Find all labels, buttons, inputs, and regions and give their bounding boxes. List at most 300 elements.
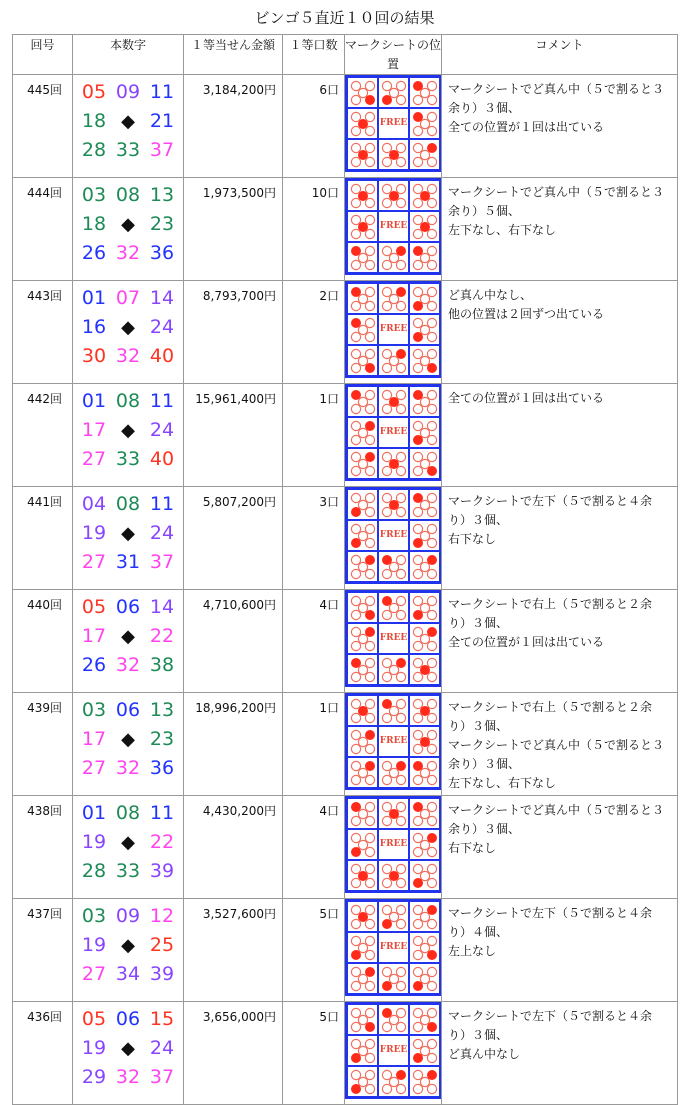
winning-number: 36 <box>149 242 175 264</box>
empty-circle <box>351 936 360 945</box>
mark-cell <box>378 551 409 582</box>
mark-cell <box>409 211 440 242</box>
winning-number: 33 <box>115 139 141 161</box>
mark-cell <box>378 695 409 726</box>
winning-number: 15 <box>149 1008 175 1030</box>
empty-circle <box>396 95 405 104</box>
empty-circle <box>382 569 391 578</box>
mark-pattern-icon <box>349 862 377 890</box>
empty-circle <box>420 1077 429 1086</box>
empty-circle <box>389 562 398 571</box>
numbers-cell <box>73 693 184 796</box>
empty-circle <box>351 878 360 887</box>
mark-cell <box>378 757 409 788</box>
mark-pattern-icon <box>411 697 439 725</box>
empty-circle <box>413 157 422 166</box>
marked-circle <box>382 981 392 991</box>
empty-circle <box>396 864 405 873</box>
winning-number: 24 <box>149 1037 175 1059</box>
mark-cell <box>409 489 440 520</box>
mark-cell <box>378 386 409 417</box>
center-diamond-icon: ◆ <box>121 317 135 338</box>
empty-circle <box>413 775 422 784</box>
mark-pattern-icon <box>349 1068 377 1096</box>
empty-circle <box>382 363 391 372</box>
empty-circle <box>427 610 436 619</box>
empty-circle <box>351 435 360 444</box>
empty-circle <box>413 466 422 475</box>
mark-cell <box>378 283 409 314</box>
winning-number: 19 <box>81 831 107 853</box>
header-row <box>13 35 678 75</box>
empty-circle <box>427 672 436 681</box>
winning-number: 37 <box>149 1066 175 1088</box>
empty-circle <box>382 713 391 722</box>
empty-circle <box>382 81 391 90</box>
mark-cell <box>409 242 440 273</box>
winning-number: 03 <box>81 699 107 721</box>
winning-number: 08 <box>115 390 141 412</box>
empty-circle <box>382 816 391 825</box>
winning-number: 09 <box>115 905 141 927</box>
empty-circle <box>396 802 405 811</box>
mark-pattern-icon <box>349 450 377 478</box>
empty-circle <box>358 634 367 643</box>
empty-circle <box>420 840 429 849</box>
mark-pattern-icon <box>411 491 439 519</box>
mark-pattern-icon <box>380 450 408 478</box>
empty-circle <box>427 301 436 310</box>
marked-circle <box>365 1022 375 1032</box>
empty-circle <box>413 260 422 269</box>
empty-circle <box>396 713 405 722</box>
free-cell: FREE <box>378 1035 409 1066</box>
empty-circle <box>382 260 391 269</box>
mark-cell <box>347 242 378 273</box>
mark-pattern-icon <box>411 553 439 581</box>
numbers-cell <box>73 796 184 899</box>
marksheet-grid <box>345 75 442 172</box>
empty-circle <box>365 126 374 135</box>
marked-circle <box>413 332 423 342</box>
mark-cell <box>347 386 378 417</box>
empty-circle <box>427 761 436 770</box>
empty-circle <box>365 864 374 873</box>
empty-circle <box>427 981 436 990</box>
empty-circle <box>427 157 436 166</box>
marksheet-cell <box>345 281 442 384</box>
free-cell: FREE <box>378 932 409 963</box>
empty-circle <box>413 936 422 945</box>
empty-circle <box>396 404 405 413</box>
mark-cell <box>378 860 409 891</box>
mark-pattern-icon <box>349 656 377 684</box>
marked-circle <box>427 1022 437 1032</box>
empty-circle <box>351 421 360 430</box>
mark-cell <box>347 448 378 479</box>
empty-circle <box>358 603 367 612</box>
empty-circle <box>365 81 374 90</box>
winning-number: 08 <box>115 184 141 206</box>
empty-circle <box>365 157 374 166</box>
empty-circle <box>351 672 360 681</box>
empty-circle <box>382 466 391 475</box>
prize-amount: 3,656,000円 <box>184 1002 283 1105</box>
empty-circle <box>351 143 360 152</box>
free-cell: FREE <box>378 417 409 448</box>
empty-circle <box>351 198 360 207</box>
winning-number: 32 <box>115 654 141 676</box>
empty-circle <box>413 816 422 825</box>
prize-amount: 18,996,200円 <box>184 693 283 796</box>
empty-circle <box>396 157 405 166</box>
mark-cell <box>378 592 409 623</box>
empty-circle <box>427 596 436 605</box>
prize-amount: 3,184,200円 <box>184 75 283 178</box>
header-winners: １等口数 <box>283 35 345 75</box>
mark-pattern-icon <box>349 316 377 344</box>
empty-circle <box>413 452 422 461</box>
empty-circle <box>358 943 367 952</box>
mark-pattern-icon <box>380 862 408 890</box>
empty-circle <box>358 253 367 262</box>
empty-circle <box>351 641 360 650</box>
mark-pattern-icon <box>411 759 439 787</box>
empty-circle <box>420 634 429 643</box>
empty-circle <box>413 641 422 650</box>
empty-circle <box>389 768 398 777</box>
mark-cell <box>409 623 440 654</box>
empty-circle <box>365 1070 374 1079</box>
winner-count: 4口 <box>283 590 345 693</box>
empty-circle <box>365 713 374 722</box>
comment: マークシートでど真ん中（５で割ると３ 余り）３個、 右下なし <box>442 796 678 899</box>
empty-circle <box>351 524 360 533</box>
empty-circle <box>351 627 360 636</box>
mark-cell <box>347 551 378 582</box>
empty-circle <box>427 95 436 104</box>
empty-circle <box>427 1053 436 1062</box>
empty-circle <box>427 967 436 976</box>
marksheet-cell <box>345 590 442 693</box>
empty-circle <box>365 143 374 152</box>
draw-number: 436回 <box>13 1002 73 1105</box>
empty-circle <box>351 730 360 739</box>
marked-circle <box>413 435 423 445</box>
empty-circle <box>365 301 374 310</box>
empty-circle <box>351 596 360 605</box>
empty-circle <box>351 833 360 842</box>
empty-circle <box>351 744 360 753</box>
winner-count: 2口 <box>283 281 345 384</box>
marksheet-grid <box>345 487 442 584</box>
winner-count: 5口 <box>283 899 345 1002</box>
winning-number: 38 <box>149 654 175 676</box>
empty-circle <box>413 672 422 681</box>
winning-number: 24 <box>149 316 175 338</box>
empty-circle <box>365 404 374 413</box>
marked-circle <box>427 466 437 476</box>
empty-circle <box>365 775 374 784</box>
empty-circle <box>396 981 405 990</box>
empty-circle <box>358 397 367 406</box>
empty-circle <box>365 332 374 341</box>
mark-pattern-icon <box>411 625 439 653</box>
empty-circle <box>358 840 367 849</box>
marked-circle <box>351 950 361 960</box>
mark-pattern-icon <box>349 285 377 313</box>
winning-number: 01 <box>81 802 107 824</box>
empty-circle <box>365 246 374 255</box>
free-cell: FREE <box>378 520 409 551</box>
empty-circle <box>365 847 374 856</box>
mark-cell <box>409 345 440 376</box>
winning-number: 06 <box>115 699 141 721</box>
mark-pattern-icon <box>411 831 439 859</box>
table-row <box>13 590 678 693</box>
mark-cell <box>347 211 378 242</box>
empty-circle <box>396 569 405 578</box>
empty-circle <box>389 1015 398 1024</box>
winning-number: 05 <box>81 81 107 103</box>
marksheet-grid <box>345 590 442 687</box>
mark-cell <box>378 654 409 685</box>
empty-circle <box>365 198 374 207</box>
marked-circle <box>351 847 361 857</box>
empty-circle <box>396 919 405 928</box>
empty-circle <box>389 1077 398 1086</box>
mark-pattern-icon <box>380 656 408 684</box>
marked-circle <box>413 610 423 620</box>
center-diamond-icon: ◆ <box>121 935 135 956</box>
header-amount: １等当せん金額 <box>184 35 283 75</box>
numbers-cell <box>73 487 184 590</box>
empty-circle <box>427 390 436 399</box>
empty-circle <box>420 912 429 921</box>
empty-circle <box>382 404 391 413</box>
mark-cell <box>409 860 440 891</box>
empty-circle <box>365 184 374 193</box>
draw-number: 442回 <box>13 384 73 487</box>
empty-circle <box>396 81 405 90</box>
free-cell: FREE <box>378 829 409 860</box>
draw-number: 445回 <box>13 75 73 178</box>
empty-circle <box>365 318 374 327</box>
empty-circle <box>382 802 391 811</box>
mark-pattern-icon <box>411 79 439 107</box>
mark-pattern-icon <box>411 862 439 890</box>
mark-cell <box>409 798 440 829</box>
empty-circle <box>427 184 436 193</box>
winning-number: 01 <box>81 390 107 412</box>
winning-number: 08 <box>115 802 141 824</box>
mark-pattern-icon <box>380 1068 408 1096</box>
empty-circle <box>389 974 398 983</box>
empty-circle <box>365 507 374 516</box>
free-cell: FREE <box>378 211 409 242</box>
winning-number: 24 <box>149 522 175 544</box>
mark-pattern-icon <box>380 244 408 272</box>
empty-circle <box>427 332 436 341</box>
empty-circle <box>351 555 360 564</box>
draw-number: 437回 <box>13 899 73 1002</box>
empty-circle <box>396 390 405 399</box>
mark-cell <box>378 77 409 108</box>
prize-amount: 4,710,600円 <box>184 590 283 693</box>
empty-circle <box>351 184 360 193</box>
empty-circle <box>413 699 422 708</box>
numbers-cell <box>73 178 184 281</box>
empty-circle <box>396 466 405 475</box>
mark-pattern-icon <box>349 244 377 272</box>
mark-cell <box>378 489 409 520</box>
empty-circle <box>420 768 429 777</box>
header-numbers: 本数字 <box>73 35 184 75</box>
winning-number: 36 <box>149 757 175 779</box>
mark-pattern-icon <box>349 625 377 653</box>
mark-cell <box>409 139 440 170</box>
empty-circle <box>365 1039 374 1048</box>
marksheet-grid <box>345 796 442 893</box>
mark-cell <box>347 520 378 551</box>
empty-circle <box>365 215 374 224</box>
empty-circle <box>396 1022 405 1031</box>
empty-circle <box>413 524 422 533</box>
marked-circle <box>351 538 361 548</box>
mark-cell <box>347 901 378 932</box>
winning-number: 37 <box>149 139 175 161</box>
empty-circle <box>382 761 391 770</box>
empty-circle <box>365 919 374 928</box>
winner-count: 3口 <box>283 487 345 590</box>
empty-circle <box>396 699 405 708</box>
empty-circle <box>382 349 391 358</box>
winning-number: 33 <box>115 860 141 882</box>
numbers-cell <box>73 281 184 384</box>
winning-number: 32 <box>115 757 141 779</box>
winning-number: 11 <box>149 81 175 103</box>
mark-pattern-icon <box>411 141 439 169</box>
empty-circle <box>351 864 360 873</box>
empty-circle <box>351 1039 360 1048</box>
draw-number: 444回 <box>13 178 73 281</box>
winner-count: 5口 <box>283 1002 345 1105</box>
mark-pattern-icon <box>349 141 377 169</box>
header-comment: コメント <box>442 35 678 75</box>
empty-circle <box>420 562 429 571</box>
empty-circle <box>351 301 360 310</box>
empty-circle <box>427 493 436 502</box>
winning-number: 34 <box>115 963 141 985</box>
empty-circle <box>396 1008 405 1017</box>
empty-circle <box>365 260 374 269</box>
mark-pattern-icon <box>411 965 439 993</box>
empty-circle <box>351 332 360 341</box>
empty-circle <box>365 524 374 533</box>
empty-circle <box>413 905 422 914</box>
empty-circle <box>420 531 429 540</box>
winning-number: 09 <box>115 81 141 103</box>
mark-pattern-icon <box>411 934 439 962</box>
winning-number: 04 <box>81 493 107 515</box>
empty-circle <box>365 435 374 444</box>
empty-circle <box>382 658 391 667</box>
table-row <box>13 487 678 590</box>
empty-circle <box>427 1008 436 1017</box>
empty-circle <box>427 421 436 430</box>
empty-circle <box>365 699 374 708</box>
empty-circle <box>427 318 436 327</box>
winning-number: 07 <box>115 287 141 309</box>
empty-circle <box>351 1022 360 1031</box>
empty-circle <box>413 95 422 104</box>
empty-circle <box>358 428 367 437</box>
mark-cell <box>347 139 378 170</box>
marksheet-cell <box>345 1002 442 1105</box>
empty-circle <box>427 713 436 722</box>
empty-circle <box>365 390 374 399</box>
empty-circle <box>382 507 391 516</box>
mark-cell <box>347 829 378 860</box>
empty-circle <box>427 349 436 358</box>
empty-circle <box>382 143 391 152</box>
empty-circle <box>351 126 360 135</box>
marksheet-cell <box>345 796 442 899</box>
mark-cell <box>409 180 440 211</box>
winning-number: 32 <box>115 242 141 264</box>
winning-number: 17 <box>81 625 107 647</box>
empty-circle <box>382 775 391 784</box>
empty-circle <box>351 610 360 619</box>
mark-cell <box>347 489 378 520</box>
table-row <box>13 178 678 281</box>
empty-circle <box>358 768 367 777</box>
winner-count: 10口 <box>283 178 345 281</box>
empty-circle <box>351 1070 360 1079</box>
winning-number: 05 <box>81 1008 107 1030</box>
empty-circle <box>351 349 360 358</box>
winning-number: 27 <box>81 963 107 985</box>
empty-circle <box>413 318 422 327</box>
empty-circle <box>427 847 436 856</box>
empty-circle <box>382 198 391 207</box>
comment: マークシートで左下（５で割ると４余 り）３個、 右下なし <box>442 487 678 590</box>
marksheet-cell <box>345 693 442 796</box>
winning-number: 08 <box>115 493 141 515</box>
empty-circle <box>427 1084 436 1093</box>
marked-circle <box>413 878 423 888</box>
mark-pattern-icon <box>380 697 408 725</box>
header-draw: 回号 <box>13 35 73 75</box>
empty-circle <box>382 301 391 310</box>
empty-circle <box>351 466 360 475</box>
mark-pattern-icon <box>380 141 408 169</box>
empty-circle <box>358 737 367 746</box>
empty-circle <box>413 126 422 135</box>
winner-count: 6口 <box>283 75 345 178</box>
prize-amount: 5,807,200円 <box>184 487 283 590</box>
marksheet-grid <box>345 281 442 378</box>
empty-circle <box>427 1039 436 1048</box>
marked-circle <box>351 507 361 517</box>
prize-amount: 8,793,700円 <box>184 281 283 384</box>
empty-circle <box>413 349 422 358</box>
empty-circle <box>427 538 436 547</box>
empty-circle <box>365 936 374 945</box>
free-cell: FREE <box>378 726 409 757</box>
empty-circle <box>351 761 360 770</box>
mark-pattern-icon <box>349 728 377 756</box>
